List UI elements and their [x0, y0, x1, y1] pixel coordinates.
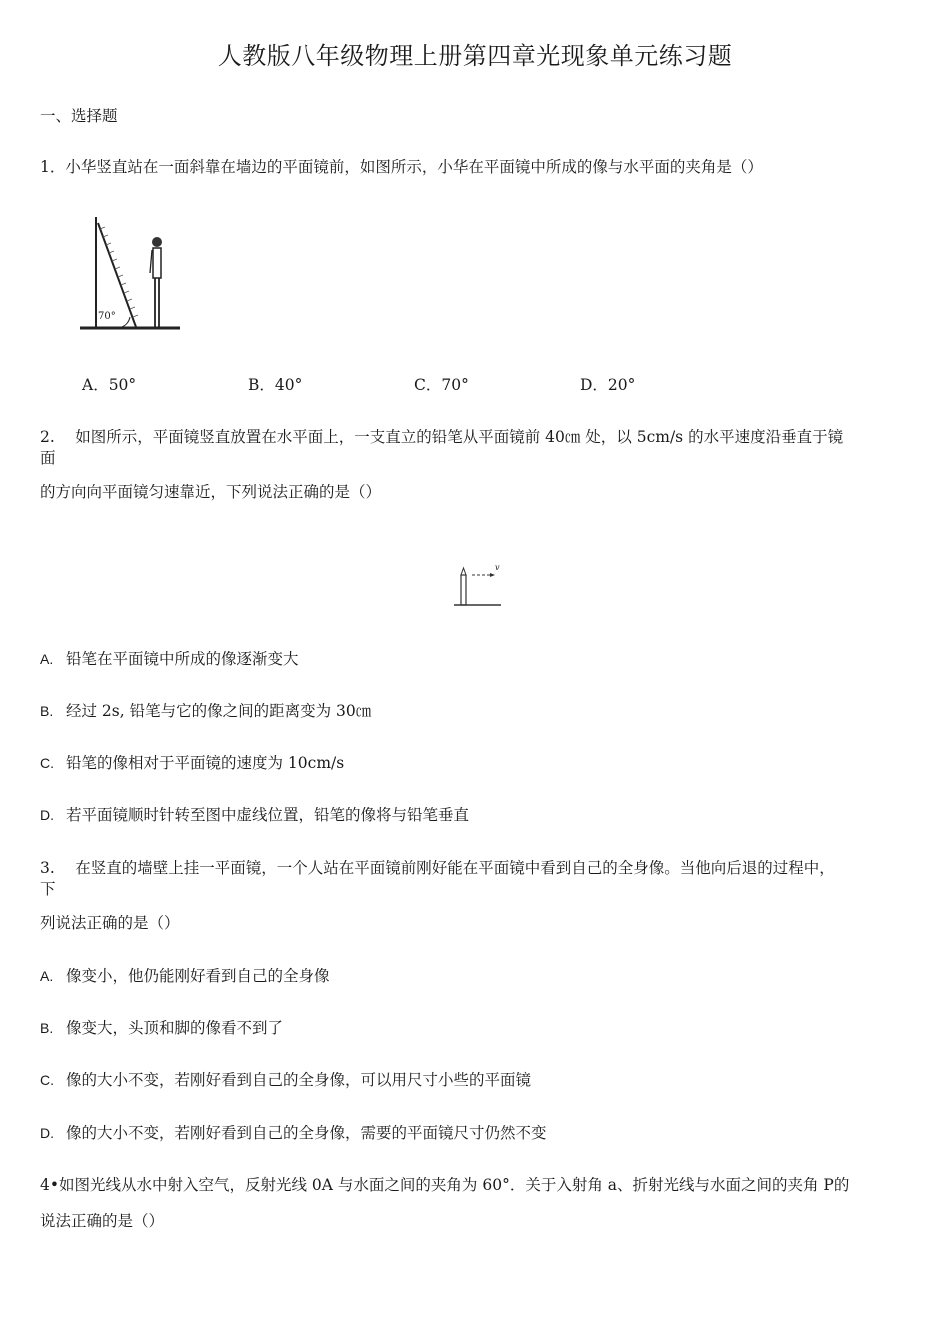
q3-option-a[interactable]: A. 像变小，他仍能刚好看到自己的全身像	[40, 967, 330, 985]
q1-option-b[interactable]: B．40°	[248, 376, 303, 394]
question-1-text: 1．小华竖直站在一面斜靠在墙边的平面镜前，如图所示，小华在平面镜中所成的像与水平面的夹角是（）	[40, 158, 763, 176]
question-3-line1: 3. 在竖直的墙壁上挂一平面镜，一个人站在平面镜前刚好能在平面镜中看到自己的全身像。当他向后退的过程中，	[40, 859, 835, 877]
question-2-line2: 的方向向平面镜匀速靠近，下列说法正确的是（）	[40, 483, 382, 501]
q2-option-d[interactable]: D. 若平面镜顺时针转至图中虚线位置，铅笔的像将与铅笔垂直	[40, 806, 470, 824]
q1-option-d[interactable]: D．20°	[580, 376, 636, 394]
question-4-line2: 说法正确的是（）	[40, 1212, 165, 1230]
page-title: 人教版八年级物理上册第四章光现象单元练习题	[217, 42, 733, 70]
q3-option-b[interactable]: B. 像变大，头顶和脚的像看不到了	[40, 1019, 284, 1037]
velocity-label: v	[495, 563, 500, 572]
q1-option-c[interactable]: C．70°	[414, 376, 469, 394]
q2-option-b[interactable]: B. 经过 2s, 铅笔与它的像之间的距离变为 30㎝	[40, 702, 372, 720]
section-heading: 一、选择题	[40, 107, 118, 125]
question-3-line2: 列说法正确的是（）	[40, 914, 180, 932]
angle-label: 70°	[98, 311, 116, 322]
q3-option-d[interactable]: D. 像的大小不变，若刚好看到自己的全身像，需要的平面镜尺寸仍然不变	[40, 1124, 547, 1142]
q3-option-c[interactable]: C. 像的大小不变，若刚好看到自己的全身像，可以用尺寸小些的平面镜	[40, 1071, 532, 1089]
question-4-line1: 4•如图光线从水中射入空气，反射光线 0A 与水面之间的夹角为 60°．关于入射角 a、折射光线与水面之间的夹角 P的	[40, 1176, 850, 1194]
q2-option-c[interactable]: C. 铅笔的像相对于平面镜的速度为 10cm/s	[40, 754, 345, 772]
question-2-line1: 2. 如图所示，平面镜竖直放置在水平面上，一支直立的铅笔从平面镜前 40㎝ 处，以 5cm/s 的水平速度沿垂直于镜	[40, 428, 844, 446]
q1-option-a[interactable]: A．50°	[82, 376, 137, 394]
question-2-line1-wrap: 面	[40, 449, 56, 467]
question-3-line1-wrap: 下	[40, 880, 56, 898]
q2-option-a[interactable]: A. 铅笔在平面镜中所成的像逐渐变大	[40, 650, 299, 668]
mirror-person-figure	[78, 215, 183, 335]
